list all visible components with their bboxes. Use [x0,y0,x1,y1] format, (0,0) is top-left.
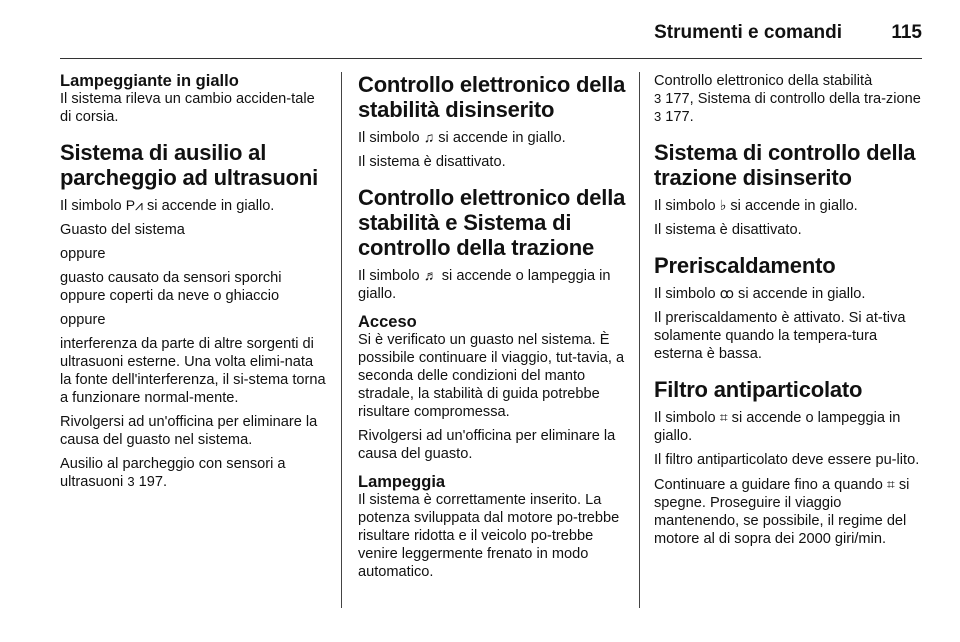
paragraph: Il sistema è correttamente inserito. La potenza sviluppata dal motore po-trebbe risultare ridotta e il veicolo po-trebbe venire leggermente frenato in modo automatico. [358,492,620,580]
paragraph: Il sistema è disattivato. [358,154,506,170]
text: Il simbolo [358,130,424,146]
column-divider-1 [341,72,342,608]
paragraph [654,72,922,126]
paragraph: oppure [60,246,106,262]
text: si accende o lampeggia in giallo. [654,410,901,444]
paragraph: Si è verificato un guasto nel sistema. È possibile continuare il viaggio, tut-tavia, a seconda delle condizioni del manto stradale, la stabilità di guida potrebbe risultare compromessa. [358,332,625,420]
text: Il simbolo [654,410,720,426]
column-2 [358,72,626,587]
heading-esc-disinserito: Controllo elettronico della stabilità disinserito [358,72,626,122]
paragraph [654,284,922,303]
heading-ausilio-parcheggio: Sistema di ausilio al parcheggio ad ultrasuoni [60,140,319,190]
text: si accende in giallo. [733,286,866,302]
text: si accende in giallo. [726,198,858,214]
heading-lampeggiante-giallo: Lampeggiante in giallo [60,72,239,90]
text: Il simbolo [654,286,720,302]
paragraph [654,196,922,215]
heading-acceso: Acceso [358,313,417,331]
heading-preriscaldamento: Preriscaldamento [654,253,836,278]
paragraph: Il sistema rileva un cambio acciden-tale di corsia. [60,91,315,125]
heading-trazione-disinserito: Sistema di controllo della trazione disinserito [654,140,916,190]
particulate-filter-icon: ⌗ [886,476,895,492]
text: Continuare a guidare fino a quando [654,477,887,493]
paragraph: interferenza da parte di altre sorgenti di ultrasuoni esterne. Una volta elimi-nata la fonte dell'interferenza, il si-stema torna a funzionare normal-mente. [60,336,326,406]
paragraph [654,475,922,548]
text: 177. [661,109,694,125]
column-1 [60,72,328,497]
text: Il simbolo [60,198,126,214]
paragraph: Rivolgersi ad un'officina per eliminare la causa del guasto nel sistema. [60,414,318,448]
text: 177, Sistema di controllo della tra-zione [661,91,921,107]
column-3 [654,72,922,554]
paragraph: guasto causato da sensori sporchi oppure coperti da neve o ghiaccio [60,270,282,304]
paragraph [60,455,328,491]
paragraph [358,266,626,303]
header-rule [60,58,922,59]
paragraph: Guasto del sistema [60,222,185,238]
heading-esc-trazione: Controllo elettronico della stabilità e Sistema di controllo della trazione [358,185,626,260]
text: si spegne. Proseguire il viaggio mantenendo, se possibile, il regime del motore al di sopra dei 2000 giri/min. [654,477,910,547]
text: Ausilio al parcheggio con sensori a ultrasuoni [60,456,286,490]
page-header [60,22,922,44]
paragraph: Il sistema è disattivato. [654,222,802,238]
page-ref-icon: 3 [127,474,135,489]
esc-icon: ♬ [423,267,438,283]
heading-filtro-antiparticolato: Filtro antiparticolato [654,377,863,402]
paragraph: Il filtro antiparticolato deve essere pu-lito. [654,452,920,468]
paragraph: Il preriscaldamento è attivato. Si at-tiva solamente quando la tempera-tura esterna è bassa. [654,310,906,362]
traction-off-icon: ♭ [719,197,727,213]
chapter-title: Strumenti e comandi [654,22,842,43]
paragraph: Rivolgersi ad un'officina per eliminare la causa del guasto. [358,428,616,462]
paragraph [60,196,328,215]
paragraph [654,408,922,445]
parking-assist-icon: P⩘ [125,197,143,213]
esc-off-icon: ♫ [423,129,435,145]
column-divider-2 [639,72,640,608]
page-ref-icon: 3 [654,91,662,106]
text: si accende o lampeggia in giallo. [358,268,611,302]
heading-lampeggia: Lampeggia [358,473,446,491]
page-number: 115 [891,22,922,43]
text: Controllo elettronico della stabilità [654,73,873,89]
glow-plug-icon: ꝏ [719,285,734,301]
text: 197. [134,474,168,490]
text: Il simbolo [358,268,424,284]
page-ref-icon: 3 [654,109,662,124]
particulate-filter-icon: ⌗ [719,409,728,425]
paragraph [358,128,626,147]
paragraph: oppure [60,312,106,328]
text: Il simbolo [654,198,720,214]
text: si accende in giallo. [142,198,275,214]
text: si accende in giallo. [434,130,566,146]
